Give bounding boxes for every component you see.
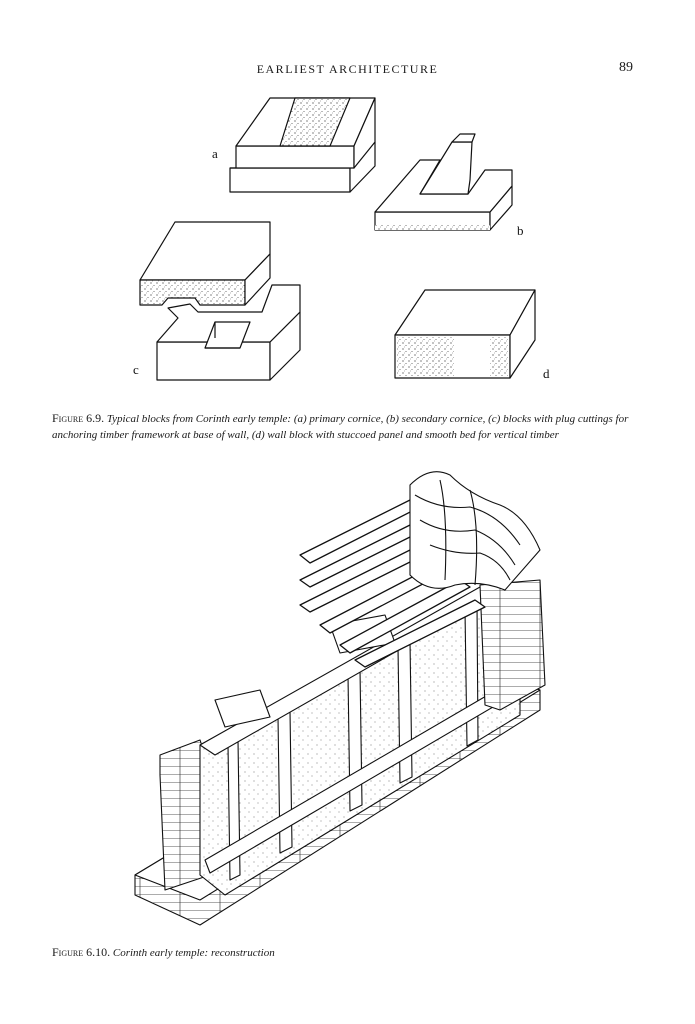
page-number: 89 bbox=[619, 60, 633, 75]
label-b: b bbox=[517, 223, 524, 238]
figure-6-9-caption-text: Typical blocks from Corinth early temple: (a) primary cornice, (b) secondary cornice, (c) blocks with plug cuttings for anchoring timber framework at base of wall, (d) wall block with stuccoed panel and smooth bed for vertical timber bbox=[52, 413, 629, 441]
label-c: c bbox=[133, 362, 139, 377]
mudbrick-wall-right bbox=[480, 580, 545, 710]
figure-6-9-label: Figure 6.9. bbox=[52, 411, 105, 425]
figure-6-9-caption bbox=[52, 410, 652, 443]
figure-6-10-drawing bbox=[0, 455, 695, 945]
figure-6-10-label: Figure 6.10. bbox=[52, 945, 111, 959]
roof-tiles bbox=[410, 472, 540, 590]
figure-6-9-drawing bbox=[0, 0, 695, 400]
label-d: d bbox=[543, 366, 550, 381]
label-a: a bbox=[212, 146, 218, 161]
running-title: EARLIEST ARCHITECTURE bbox=[256, 62, 439, 76]
block-a-primary-cornice bbox=[230, 98, 375, 192]
block-d-wall-block bbox=[395, 290, 535, 378]
figure-6-10-caption bbox=[52, 944, 652, 961]
figure-6-10-caption-text: Corinth early temple: reconstruction bbox=[112, 947, 275, 959]
block-c-upper bbox=[140, 222, 270, 305]
block-b-secondary-cornice bbox=[375, 134, 512, 230]
